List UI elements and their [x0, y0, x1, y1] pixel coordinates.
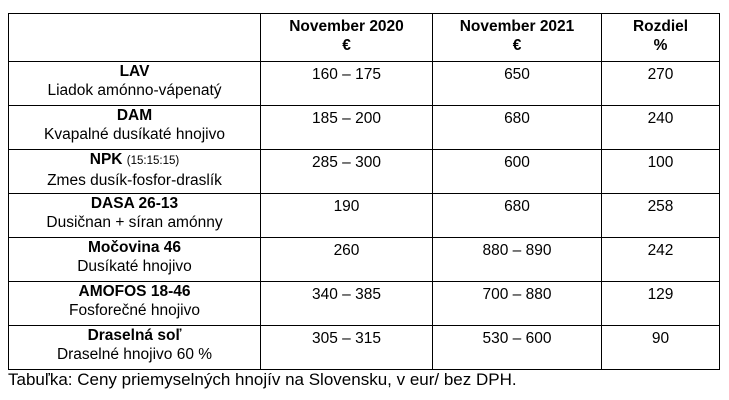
- price-2020-cell: 340 – 385: [261, 282, 433, 326]
- product-description: Dusičnan + síran amónny: [46, 214, 223, 231]
- price-2021-cell: 530 – 600: [433, 326, 602, 370]
- price-2020-cell: 285 – 300: [261, 150, 433, 194]
- difference-cell: 258: [602, 194, 720, 238]
- header-row: [9, 14, 720, 62]
- product-name: [9, 238, 260, 257]
- product-name: [9, 150, 260, 171]
- product-name-text: Močovina 46: [87, 239, 182, 256]
- table-body: [9, 62, 720, 370]
- price-2021-cell: 880 – 890: [433, 238, 602, 282]
- product-name: [9, 106, 260, 125]
- product-description: Fosforečné hnojivo: [69, 302, 200, 319]
- table-row: [9, 238, 720, 282]
- header-november-2021-unit: €: [512, 37, 522, 54]
- product-name-text: Draselná soľ: [87, 327, 182, 344]
- header-november-2020-label: November 2020: [289, 18, 404, 35]
- product-cell: [9, 238, 261, 282]
- product-cell: [9, 150, 261, 194]
- product-name: [9, 282, 260, 301]
- header-november-2020: [261, 14, 433, 62]
- product-cell: [9, 62, 261, 106]
- product-name-text: NPK: [89, 151, 123, 168]
- difference-cell: 270: [602, 62, 720, 106]
- price-2021-cell: 700 – 880: [433, 282, 602, 326]
- product-cell: [9, 194, 261, 238]
- price-2020-cell: 305 – 315: [261, 326, 433, 370]
- table-row: [9, 326, 720, 370]
- fertilizer-price-table: [8, 13, 720, 370]
- product-cell: [9, 326, 261, 370]
- price-2020-cell: 185 – 200: [261, 106, 433, 150]
- header-difference: [602, 14, 720, 62]
- product-description: Draselné hnojivo 60 %: [56, 346, 213, 363]
- header-november-2021-label: November 2021: [459, 18, 575, 35]
- product-description: Zmes dusík-fosfor-draslík: [47, 172, 222, 189]
- difference-cell: 129: [602, 282, 720, 326]
- table-header: [9, 14, 720, 62]
- product-name: [9, 194, 260, 213]
- header-november-2020-unit: €: [342, 37, 351, 54]
- difference-cell: 90: [602, 326, 720, 370]
- price-2021-cell: 650: [433, 62, 602, 106]
- product-description: Liadok amónno-vápenatý: [47, 82, 222, 99]
- table-caption: Tabuľka: Ceny priemyselných hnojív na Slovensku, v eur/ bez DPH.: [8, 370, 517, 389]
- difference-cell: 100: [602, 150, 720, 194]
- price-2020-cell: 260: [261, 238, 433, 282]
- header-november-2021: [433, 14, 602, 62]
- table-row: [9, 194, 720, 238]
- product-name-text: DASA 26-13: [90, 195, 179, 212]
- product-name-text: AMOFOS 18-46: [78, 283, 191, 300]
- price-2020-cell: 190: [261, 194, 433, 238]
- product-name: [9, 326, 260, 345]
- product-description: Kvapalné dusíkaté hnojivo: [44, 126, 225, 143]
- product-name-text: LAV: [119, 63, 150, 80]
- header-product: [9, 14, 261, 62]
- header-difference-unit: %: [653, 37, 668, 54]
- price-2021-cell: 680: [433, 106, 602, 150]
- product-cell: [9, 282, 261, 326]
- table-row: [9, 282, 720, 326]
- table-row: [9, 106, 720, 150]
- header-difference-label: Rozdiel: [632, 18, 689, 35]
- product-name: [9, 62, 260, 81]
- product-cell: [9, 106, 261, 150]
- price-2020-cell: 160 – 175: [261, 62, 433, 106]
- difference-cell: 240: [602, 106, 720, 150]
- product-description: Dusíkaté hnojivo: [77, 258, 192, 275]
- product-name-text: DAM: [116, 107, 153, 124]
- difference-cell: 242: [602, 238, 720, 282]
- table-row: [9, 62, 720, 106]
- price-2021-cell: 600: [433, 150, 602, 194]
- price-2021-cell: 680: [433, 194, 602, 238]
- product-name-note: (15:15:15): [126, 155, 180, 167]
- table-row: [9, 150, 720, 194]
